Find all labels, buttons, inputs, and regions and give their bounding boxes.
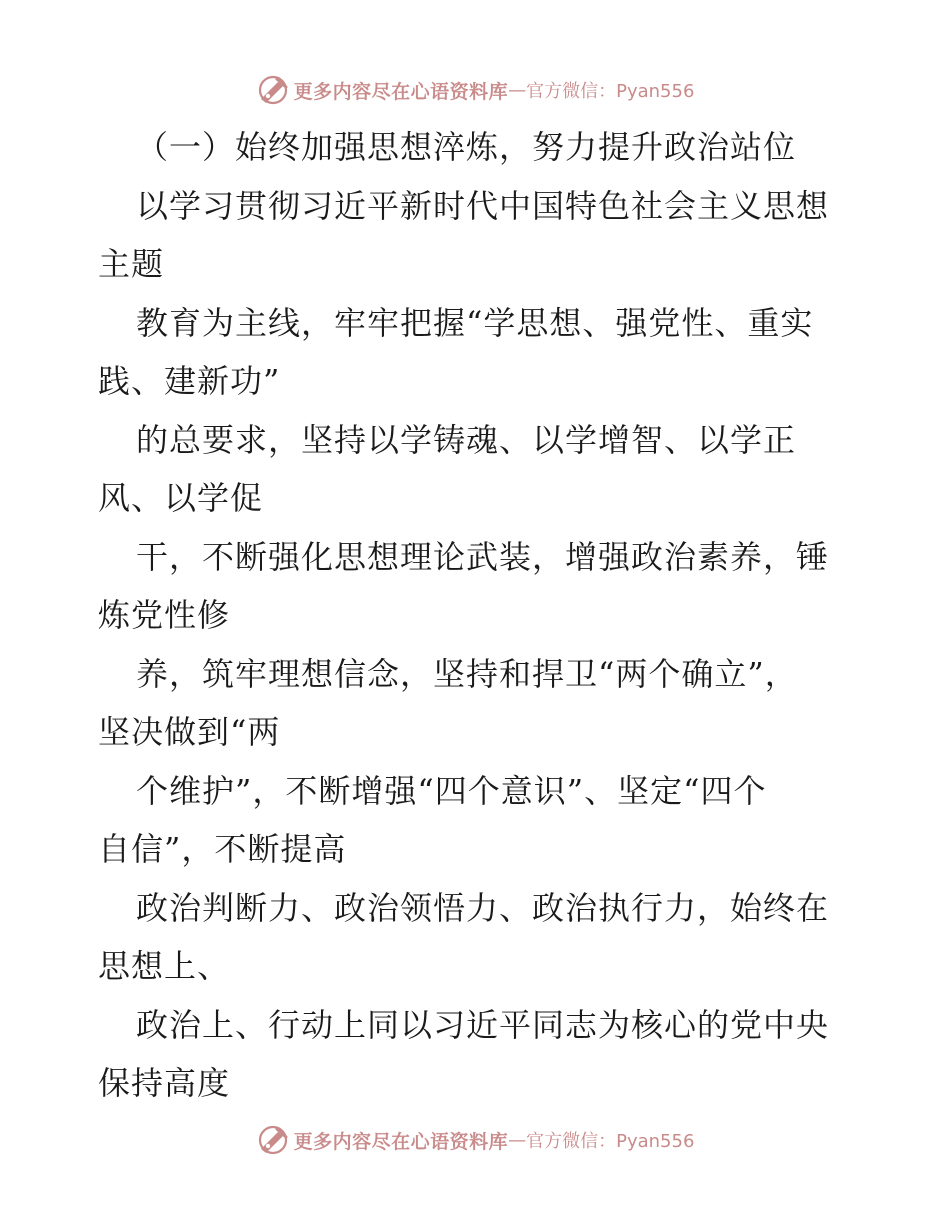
body-line: 养，筑牢理想信念，坚持和捍卫“两个确立”， <box>136 654 798 693</box>
body-line: 炼党性修 <box>98 596 231 634</box>
body-line: 思想上、 <box>98 947 231 985</box>
pen-logo-icon <box>256 1123 290 1157</box>
watermark-dash: — <box>508 79 527 101</box>
watermark-banner-top <box>0 70 950 110</box>
body-line: 风、以学促 <box>98 479 264 517</box>
body-line: 干，不断强化思想理论武装，增强政治素养，锤 <box>136 537 830 576</box>
pen-logo-icon <box>256 73 290 107</box>
watermark-wechat: 官方微信：Pyan556 <box>526 81 695 102</box>
watermark-dash: — <box>508 1129 527 1151</box>
watermark-text: 更多内容尽在心语资料库 <box>293 80 509 103</box>
body-line: 自信”，不断提高 <box>98 830 347 868</box>
watermark-text: 更多内容尽在心语资料库 <box>293 1130 509 1153</box>
body-line: 坚决做到“两 <box>98 713 281 751</box>
body-line: 政治上、行动上同以习近平同志为核心的党中央 <box>136 1005 830 1044</box>
watermark-wechat: 官方微信：Pyan556 <box>526 1131 695 1152</box>
body-line: 教育为主线，牢牢把握“学思想、强党性、重实 <box>136 303 814 342</box>
watermark-banner-bottom <box>0 1120 950 1160</box>
body-line: 政治判断力、政治领悟力、政治执行力，始终在 <box>136 888 830 927</box>
body-line: 主题 <box>98 245 165 283</box>
body-line: 践、建新功” <box>98 362 281 400</box>
section-heading: （一）始终加强思想淬炼，努力提升政治站位 <box>136 128 797 166</box>
document-body <box>98 118 858 1113</box>
body-line: 保持高度 <box>98 1064 231 1102</box>
body-line: 个维护”，不断增强“四个意识”、坚定“四个 <box>136 771 767 810</box>
body-line: 的总要求，坚持以学铸魂、以学增智、以学正 <box>136 420 797 459</box>
body-line: 以学习贯彻习近平新时代中国特色社会主义思想 <box>136 186 830 225</box>
